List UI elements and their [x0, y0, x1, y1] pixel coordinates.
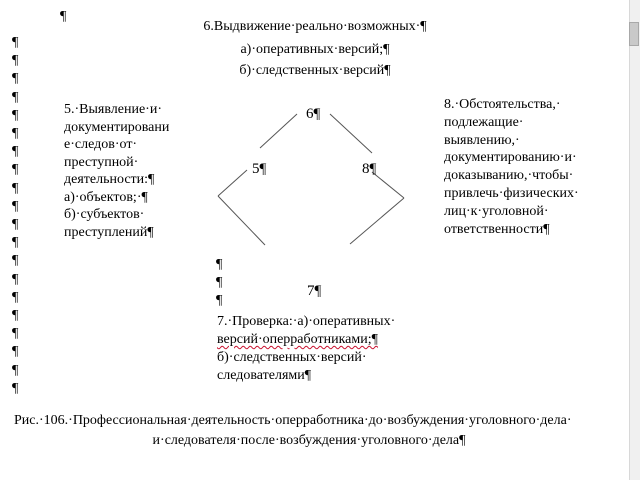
node-label-8: 8¶ [362, 161, 377, 177]
block-8-line: доказыванию,·чтобы· [444, 168, 574, 184]
node-label-7: 7¶ [307, 283, 322, 299]
block-8-line: 8.·Обстоятельства,· [444, 97, 561, 112]
block-5-line: 5.·Выявление·и· [64, 102, 162, 117]
paragraph-mark: ¶ [12, 308, 19, 324]
paragraph-mark: ¶ [12, 289, 19, 305]
diamond-edge-6-5 [260, 114, 297, 148]
paragraph-mark: ¶ [12, 162, 19, 178]
block-7 [217, 313, 395, 385]
block-8-line: подлежащие· [444, 114, 524, 130]
diamond-edge-6-8 [330, 114, 372, 153]
block-7-line-3: б)·следственных·версий· [217, 350, 367, 365]
paragraph-mark: ¶ [12, 344, 19, 360]
paragraph-mark: ¶ [12, 107, 19, 123]
block-5-line: преступной· [64, 154, 139, 170]
block-5-line: а)·объектов;·¶ [64, 189, 148, 205]
block-8-line: ответственности¶ [444, 221, 550, 237]
paragraph-mark: ¶ [12, 380, 19, 396]
node-label-5: 5¶ [252, 161, 267, 177]
block-8-line: лиц·к·уголовной· [444, 203, 549, 219]
paragraph-mark: ¶ [12, 126, 19, 142]
paragraph-mark: ¶ [216, 257, 223, 272]
block-7-line-2: версий·оперработниками;¶ [217, 332, 378, 347]
diamond-edge-right-7 [350, 198, 404, 244]
block-8-line: привлечь·физических· [444, 185, 579, 201]
paragraph-mark: ¶ [12, 235, 19, 251]
block-5-line: деятельности:¶ [64, 172, 155, 187]
diamond-edge-5-left [218, 170, 247, 196]
middle-paragraph-marks [216, 256, 222, 310]
block-7-line-4: следователями¶ [217, 368, 312, 383]
block-5-line: преступлений¶ [64, 224, 154, 240]
block-8-line: выявлению,· [444, 132, 520, 148]
paragraph-mark: ¶ [12, 71, 19, 87]
diamond-edge-left-7 [218, 196, 265, 245]
block-8-line: документированию·и· [444, 150, 577, 166]
block-5-line: е·следов·от· [64, 137, 138, 152]
block-7-line-1: 7.·Проверка:·а)·оперативных· [217, 314, 396, 329]
paragraph-mark: ¶ [12, 362, 19, 378]
paragraph-mark: ¶ [12, 53, 19, 69]
paragraph-mark: ¶ [12, 253, 19, 269]
paragraph-mark: ¶ [12, 89, 19, 105]
paragraph-mark: ¶ [12, 271, 19, 287]
paragraph-mark: ¶ [12, 326, 19, 342]
top-paragraph-mark: ¶ [60, 9, 67, 24]
diamond-edge-8-right [372, 172, 404, 198]
paragraph-mark: ¶ [12, 198, 19, 214]
figure-caption-line-2: и·следователя·после·возбуждения·уголовного·дела¶ [152, 433, 466, 448]
node-label-6: 6¶ [306, 106, 321, 122]
block-6-line-b: б)·следственных·версий¶ [239, 63, 391, 78]
block-6-title: 6.Выдвижение·реально·возможных·¶ [203, 19, 427, 34]
figure-caption-line-1: Рис.·106.·Профессиональная·деятельность·оперработника·до·возбуждения·уголовного·дела· [14, 413, 572, 428]
paragraph-mark: ¶ [12, 144, 19, 160]
paragraph-mark: ¶ [216, 293, 223, 308]
block-5-line: б)·субъектов· [64, 207, 145, 222]
paragraph-mark: ¶ [12, 217, 19, 233]
paragraph-mark: ¶ [12, 35, 19, 50]
paragraph-mark: ¶ [216, 275, 223, 290]
block-6-line-a: а)·оперативных·версий;¶ [240, 42, 390, 57]
paragraph-mark: ¶ [12, 180, 19, 196]
block-5-line: документировани [64, 119, 170, 135]
